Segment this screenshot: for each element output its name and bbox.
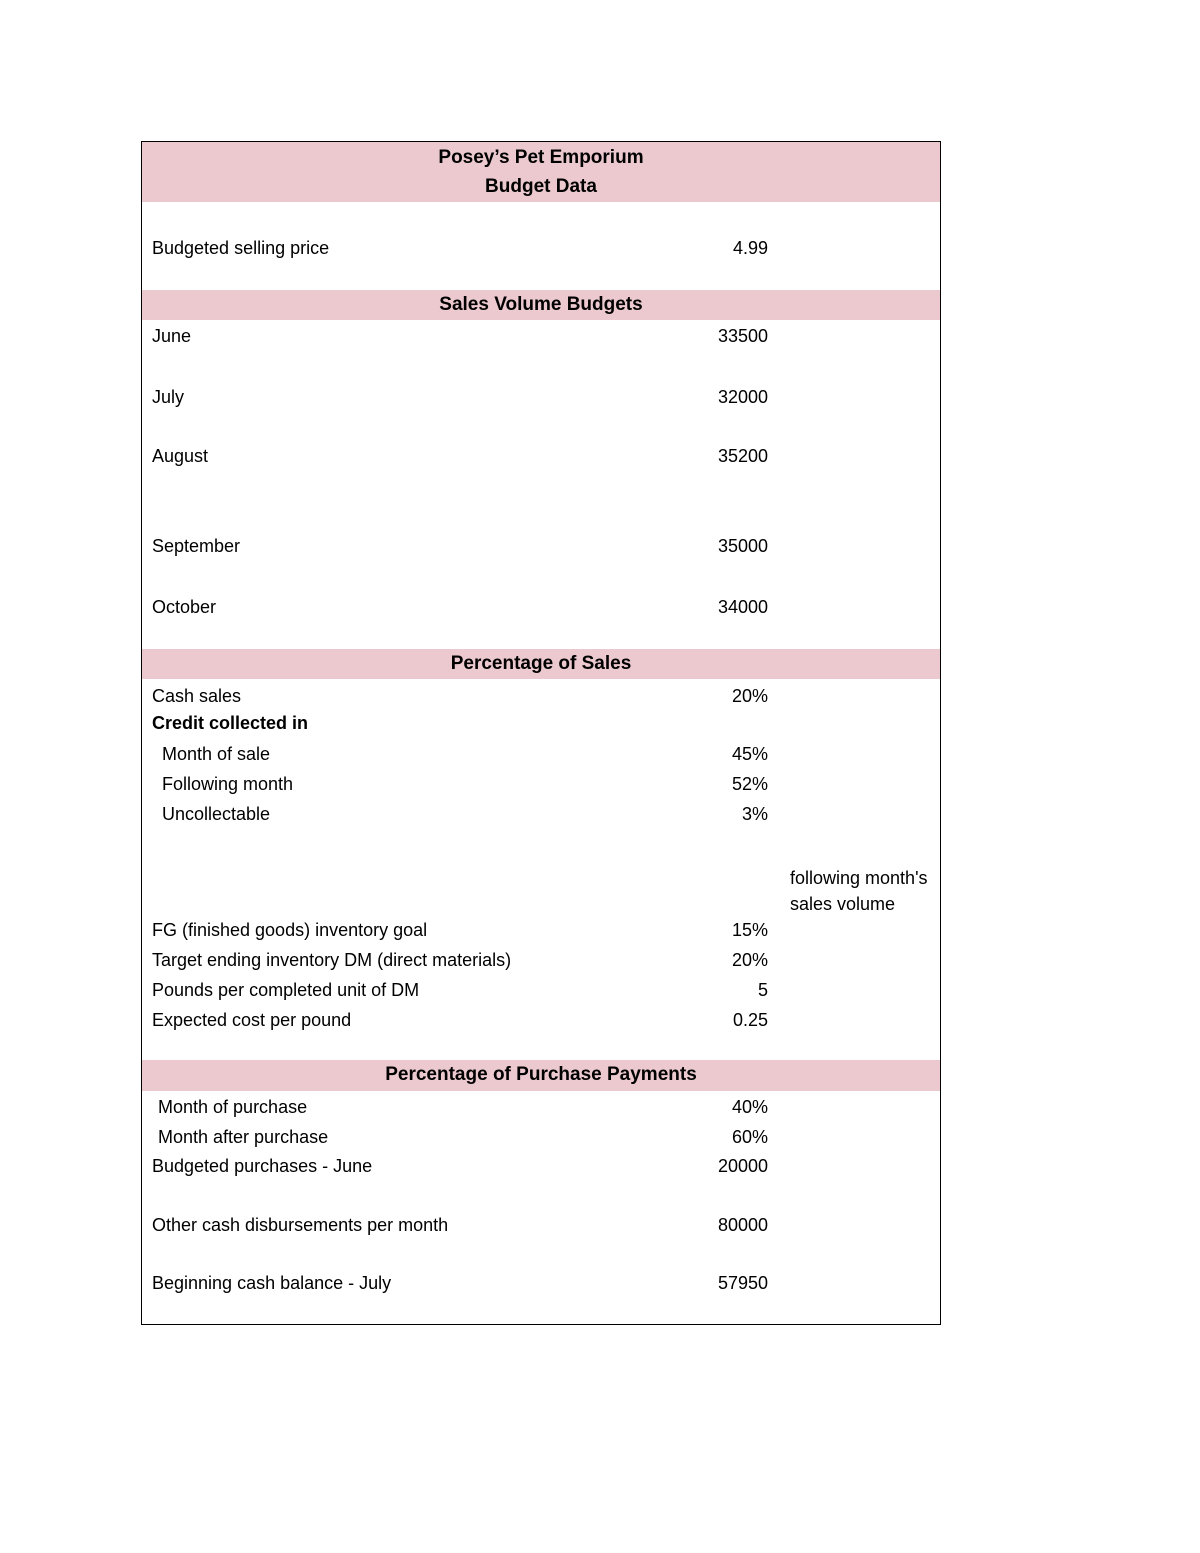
- uncollectable-label: Uncollectable: [162, 804, 271, 824]
- following-month-value: 52%: [731, 774, 768, 794]
- month-value-october: 34000: [717, 597, 768, 617]
- fg-goal-value: 15%: [731, 920, 768, 940]
- month-label-october: October: [152, 597, 217, 617]
- cost-per-pound-label: Expected cost per pound: [152, 1010, 352, 1030]
- cash-sales-value: 20%: [731, 686, 768, 706]
- month-value-september: 35000: [717, 536, 768, 556]
- cash-sales-label: Cash sales: [152, 686, 242, 706]
- budgeted-purchases-june-value: 20000: [717, 1156, 768, 1176]
- sheet-title: Budget Data: [485, 176, 597, 197]
- other-disbursements-label: Other cash disbursements per month: [152, 1215, 449, 1235]
- sales-volume-band: Sales Volume Budgets: [142, 290, 940, 320]
- month-of-purchase-label: Month of purchase: [158, 1097, 308, 1117]
- month-value-july: 32000: [717, 387, 768, 407]
- month-label-june: June: [152, 326, 192, 346]
- other-disbursements-value: 80000: [717, 1215, 768, 1235]
- month-value-august: 35200: [717, 446, 768, 466]
- month-after-purchase-value: 60%: [731, 1127, 768, 1147]
- month-value-june: 33500: [717, 326, 768, 346]
- budget-data-sheet: [141, 141, 941, 1325]
- month-label-august: August: [152, 446, 209, 466]
- purchase-payments-band: Percentage of Purchase Payments: [142, 1060, 940, 1091]
- pounds-per-unit-label: Pounds per completed unit of DM: [152, 980, 420, 1000]
- credit-collected-heading: Credit collected in: [152, 713, 309, 733]
- company-name: Posey’s Pet Emporium: [438, 147, 644, 168]
- title-band: [142, 142, 940, 202]
- beginning-cash-value: 57950: [717, 1273, 768, 1293]
- cost-per-pound-value: 0.25: [732, 1010, 768, 1030]
- month-of-purchase-value: 40%: [731, 1097, 768, 1117]
- beginning-cash-label: Beginning cash balance - July: [152, 1273, 392, 1293]
- month-after-purchase-label: Month after purchase: [158, 1127, 329, 1147]
- following-month-label: Following month: [162, 774, 294, 794]
- fg-goal-label: FG (finished goods) inventory goal: [152, 920, 428, 940]
- uncollectable-value: 3%: [741, 804, 768, 824]
- target-dm-label: Target ending inventory DM (direct materials): [152, 950, 512, 970]
- budgeted-purchases-june-label: Budgeted purchases - June: [152, 1156, 373, 1176]
- selling-price-label: Budgeted selling price: [152, 238, 330, 258]
- percentage-of-sales-band: Percentage of Sales: [142, 649, 940, 679]
- month-of-sale-value: 45%: [731, 744, 768, 764]
- month-label-september: September: [152, 536, 241, 556]
- target-dm-value: 20%: [731, 950, 768, 970]
- month-of-sale-label: Month of sale: [162, 744, 271, 764]
- pounds-per-unit-value: 5: [757, 980, 768, 1000]
- month-label-july: July: [152, 387, 185, 407]
- selling-price-value: 4.99: [732, 238, 768, 258]
- fg-goal-note: following month's sales volume: [790, 868, 928, 914]
